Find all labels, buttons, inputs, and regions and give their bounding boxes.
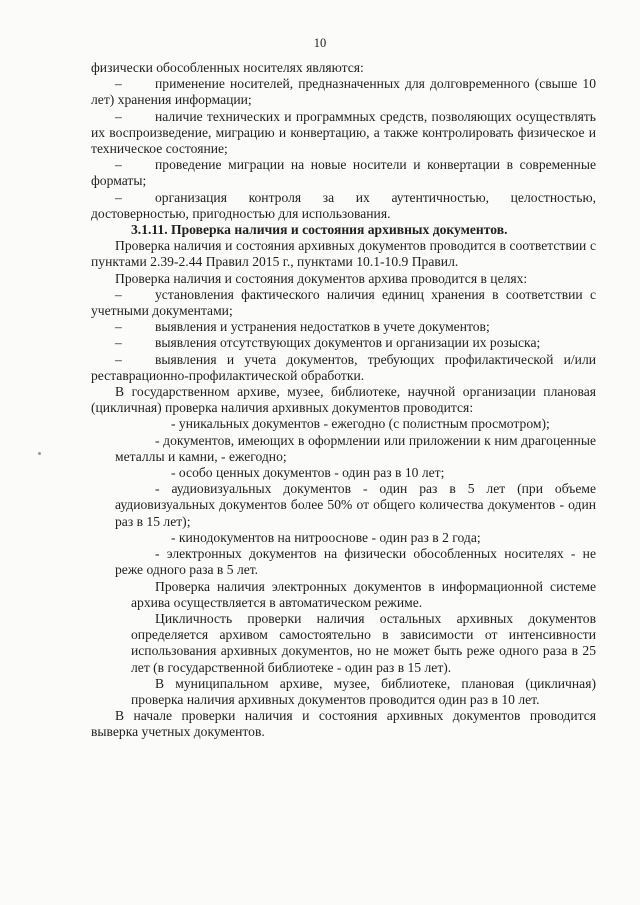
list-item xyxy=(91,157,596,189)
paragraph: В начале проверки наличия и состояния архивных документов проводится выверка учетных документов. xyxy=(91,708,596,740)
dash-marker: – xyxy=(115,108,122,124)
document-body xyxy=(91,60,596,741)
page-number: 10 xyxy=(313,36,327,50)
section-heading: 3.1.11. Проверка наличия и состояния архивных документов. xyxy=(131,222,508,238)
paragraph: Проверка наличия и состояния документов архива проводится в целях: xyxy=(115,270,528,286)
list-item xyxy=(91,287,596,319)
paragraph: В государственном архиве, музее, библиотеке, научной организации плановая (цикличная) проверка наличия архивных документов проводится: xyxy=(91,384,596,416)
list-item-text: наличие технических и программных средств, позволяющих осуществлять их воспроизведение, миграцию и конвертацию, а также контролировать физическое и техническое состояние; xyxy=(91,108,596,157)
list-item-text: установления фактического наличия единиц хранения в соответствии с учетными документами; xyxy=(91,286,596,319)
list-item xyxy=(91,335,596,351)
list-item-text: применение носителей, предназначенных для долговременного (свыше 10 лет) хранения информации; xyxy=(91,76,596,108)
list-item xyxy=(91,76,596,108)
list-item: - уникальных документов - ежегодно (с полистным просмотром); xyxy=(171,416,550,432)
paragraph: В муниципальном архиве, музее, библиотеке, плановая (цикличная) проверка наличия архивных документов проводится один раз в 10 лет. xyxy=(131,675,596,707)
list-item: - электронных документов на физически обособленных носителях - не реже одного раза в 5 лет. xyxy=(115,546,596,578)
list-item xyxy=(91,109,596,158)
list-item: - аудиовизуальных документов - один раз в 5 лет (при объеме аудиовизуальных документов более 50% от общего количества документов - один раз в 15 лет); xyxy=(115,481,596,529)
list-item: - особо ценных документов - один раз в 10 лет; xyxy=(171,465,445,481)
dash-marker: – xyxy=(115,286,122,302)
dash-marker: – xyxy=(115,351,122,367)
paragraph: Цикличность проверки наличия остальных архивных документов определяется архивом самостоятельно в зависимости от интенсивности использования архивных документов, но не может быть реже одного раза в 25 лет (в государственной библиотеке - один раз в 15 лет). xyxy=(131,610,596,675)
list-item-text: организация контроля за их аутентичностью, целостностью, достоверностью, пригодностью для использования. xyxy=(91,189,596,221)
list-item xyxy=(91,319,596,335)
scan-mark xyxy=(38,452,41,455)
list-item xyxy=(91,190,596,222)
paragraph: физически обособленных носителях являются: xyxy=(91,60,364,75)
dash-marker: – xyxy=(115,76,122,92)
list-item: - документов, имеющих в оформлении или приложении к ним драгоценные металлы и камни, - ежегодно; xyxy=(115,432,596,464)
list-item-text: выявления и устранения недостатков в учете документов; xyxy=(155,319,490,335)
paragraph: Проверка наличия и состояния архивных документов проводится в соответствии с пунктами 2.39-2.44 Правил 2015 г., пунктами 10.1-10.9 Правил. xyxy=(91,238,596,270)
dash-marker: – xyxy=(115,319,122,335)
list-item-text: выявления отсутствующих документов и организации их розыска; xyxy=(155,335,541,351)
list-item-text: проведение миграции на новые носители и конвертации в современные форматы; xyxy=(91,157,596,189)
dash-marker: – xyxy=(115,189,122,205)
list-item xyxy=(91,352,596,384)
list-item: - кинодокументов на нитрооснове - один раз в 2 года; xyxy=(171,529,481,545)
list-item-text: выявления и учета документов, требующих профилактической и/или реставрационно-профилактической обработки. xyxy=(91,351,596,383)
dash-marker: – xyxy=(115,335,122,351)
dash-marker: – xyxy=(115,157,122,173)
paragraph: Проверка наличия электронных документов в информационной системе архива осуществляется в автоматическом режиме. xyxy=(131,578,596,610)
